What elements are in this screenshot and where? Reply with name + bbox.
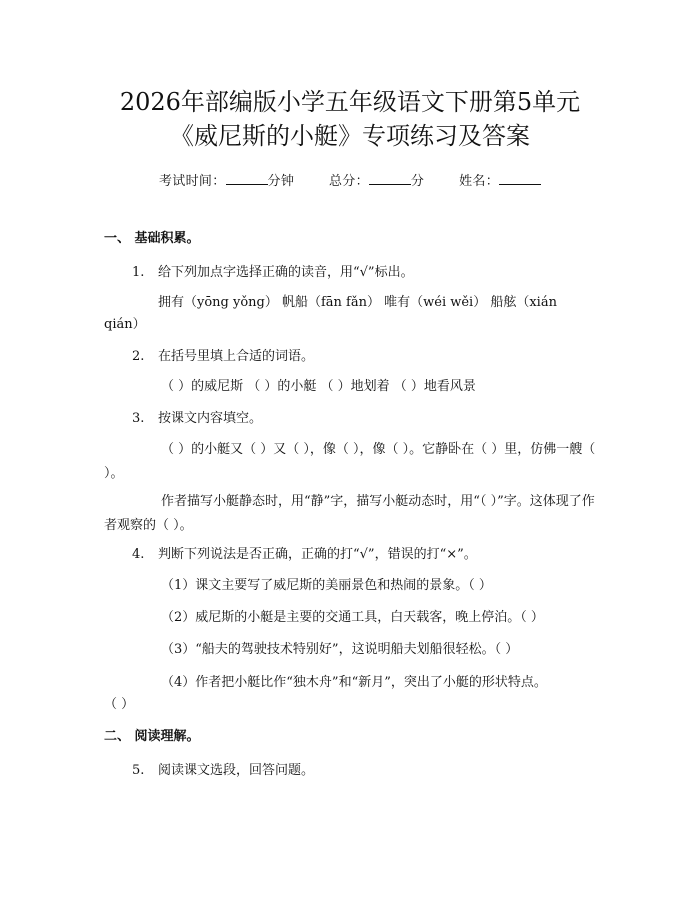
question-4-item-4-line2: （ ）: [104, 697, 135, 712]
question-number-3: 3.: [132, 411, 145, 426]
total-score-blank[interactable]: [369, 172, 411, 185]
exam-time-label: 考试时间：: [159, 174, 226, 189]
question-1-options-line2: qián）: [104, 317, 146, 332]
question-number-1: 1.: [132, 265, 145, 280]
question-number-4: 4.: [132, 547, 145, 562]
question-text-5: 阅读课文选段，回答问题。: [158, 763, 315, 778]
question-number-5: 5.: [132, 763, 145, 778]
section-heading-basics: 一、 基础积累。: [104, 231, 200, 246]
question-number-2: 2.: [132, 349, 145, 364]
name-blank[interactable]: [499, 172, 541, 185]
question-2-items: （ ）的威尼斯 （ ）的小艇 （ ）地划着 （ ）地看风景: [161, 379, 476, 394]
page-title-line2: 《威尼斯的小艇》专项练习及答案: [170, 122, 530, 150]
question-1-options-line1: 拥有（yōng yǒng） 帆船（fān fǎn） 唯有（wéi wěi） 船舷（xián: [158, 295, 557, 310]
question-4-item-1: （1）课文主要写了威尼斯的美丽景色和热闹的景象。（ ）: [161, 578, 492, 593]
page-title-line1: 2026年部编版小学五年级语文下册第5单元: [119, 88, 581, 116]
question-3-paragraph-1: （ ）的小艇又（ ）又（ ），像（ ），像（ ）。它静卧在（ ）里，仿佛一艘（ ）。: [104, 442, 596, 481]
exam-time-unit: 分钟: [267, 174, 295, 189]
question-3-paragraph-2: 作者描写小艇静态时，用“静”字，描写小艇动态时，用“（ ）”字。这体现了作者观察的（ ）。: [104, 494, 595, 533]
exam-info-row: [0, 170, 700, 189]
question-text-2: 在括号里填上合适的词语。: [158, 349, 315, 364]
question-text-1: 给下列加点字选择正确的读音，用“√”标出。: [158, 265, 414, 280]
question-text-4: 判断下列说法是否正确，正确的打“√”，错误的打“×”。: [158, 547, 477, 562]
question-4-item-3: （3）“船夫的驾驶技术特别好”，这说明船夫划船很轻松。（ ）: [161, 642, 519, 657]
question-4-item-4-line1: （4）作者把小艇比作“独木舟”和“新月”，突出了小艇的形状特点。: [161, 675, 547, 690]
name-label: 姓名：: [459, 174, 499, 189]
total-score-label: 总分：: [329, 174, 369, 189]
exam-time-blank[interactable]: [226, 172, 268, 185]
section-heading-reading: 二、 阅读理解。: [104, 729, 200, 744]
question-text-3: 按课文内容填空。: [158, 411, 263, 426]
total-score-unit: 分: [410, 174, 425, 189]
question-4-item-2: （2）威尼斯的小艇是主要的交通工具，白天载客，晚上停泊。（ ）: [161, 610, 544, 625]
